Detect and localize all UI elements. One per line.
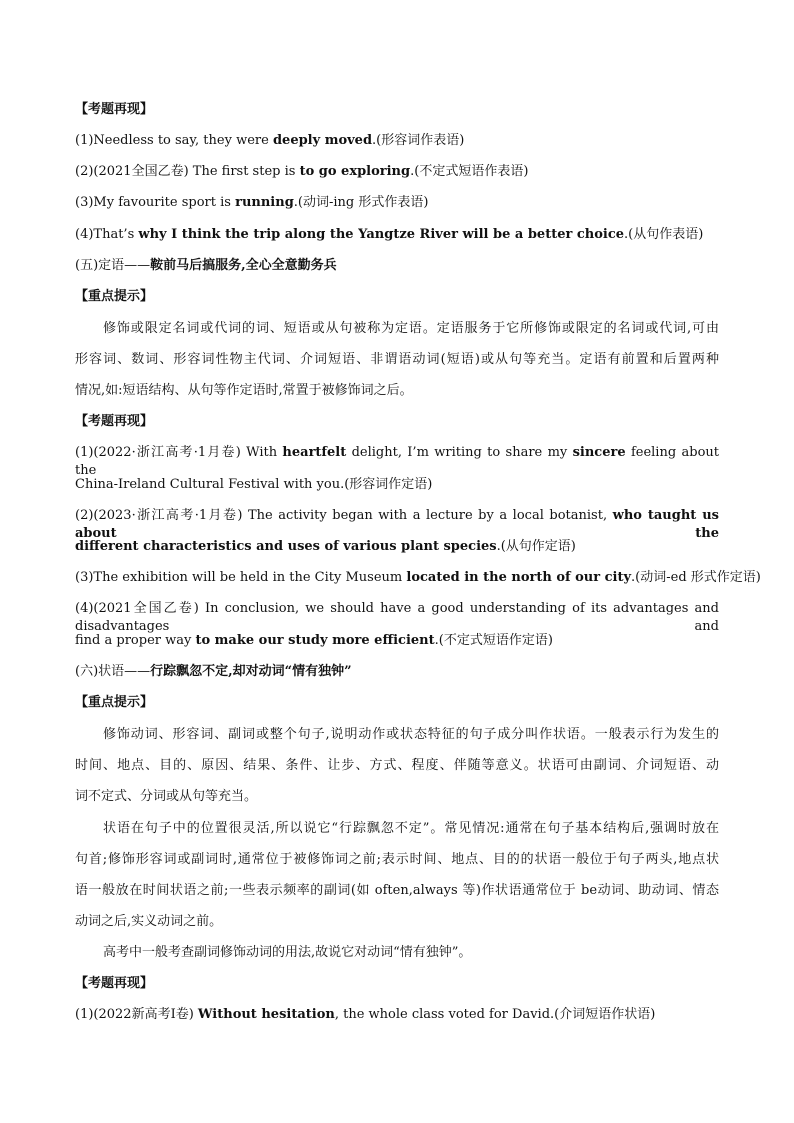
tip-paragraph-line: 高考中一般考查副词修饰动词的用法,故说它对动词“情有独钟”。 bbox=[103, 945, 472, 960]
tip-paragraph-line: 修饰动词、形容词、副词或整个句子,说明动作或状态特征的句子成分叫作状语。一般表示行为发生的 bbox=[103, 727, 719, 742]
tip-paragraph-line: 词不定式、分词或从句等充当。 bbox=[75, 789, 258, 804]
example-line-2-4: (4)(2021全国乙卷) In conclusion, we should have a good understanding of its advantages and disadvantages and bbox=[75, 601, 719, 634]
example-line-3-1: (1)(2022新高考Ⅰ卷) Without hesitation, the whole class voted for David.(介词短语作状语) bbox=[75, 1007, 656, 1022]
tip-paragraph-line: 时间、地点、目的、原因、结果、条件、让步、方式、程度、伴随等意义。状语可由副词、介词短语、动 bbox=[75, 758, 719, 773]
example-line-1-2: (2)(2021全国乙卷) The first step is to go exploring.(不定式短语作表语) bbox=[75, 164, 529, 179]
example-line-2-2-cont: different characteristics and uses of various plant species.(从句作定语) bbox=[75, 539, 576, 554]
exam-heading-1: 【考题再现】 bbox=[75, 102, 154, 117]
tip-paragraph-line: 句首;修饰形容词或副词时,通常位于被修饰词之前;表示时间、地点、目的的状语一般位于句子两头,地点状 bbox=[75, 852, 719, 867]
tip-paragraph-line: 修饰或限定名词或代词的词、短语或从句被称为定语。定语服务于它所修饰或限定的名词或代词,可由 bbox=[103, 321, 719, 336]
tip-paragraph-line: 动词之后,实义动词之前。 bbox=[75, 914, 223, 929]
exam-heading-3: 【考题再现】 bbox=[75, 976, 154, 991]
example-line-2-4-cont: find a proper way to make our study more efficient.(不定式短语作定语) bbox=[75, 633, 553, 648]
tip-heading-1: 【重点提示】 bbox=[75, 289, 154, 304]
example-line-2-1-cont: China-Ireland Cultural Festival with you.(形容词作定语) bbox=[75, 477, 433, 492]
example-line-1-3: (3)My favourite sport is running.(动词-ing 形式作表语) bbox=[75, 195, 429, 210]
example-line-2-1: (1)(2022·浙江高考·1月卷) With heartfelt delight, I’m writing to share my sincere feeling about the bbox=[75, 445, 719, 478]
tip-paragraph-line: 形容词、数词、形容词性物主代词、介词短语、非谓语动词(短语)或从句等充当。定语有前置和后置两种 bbox=[75, 352, 719, 367]
example-line-1-4: (4)That’s why I think the trip along the Yangtze River will be a better choice.(从句作表语) bbox=[75, 227, 704, 242]
tip-paragraph-line: 情况,如:短语结构、从句等作定语时,常置于被修饰词之后。 bbox=[75, 383, 413, 398]
tip-paragraph-line: 状语在句子中的位置很灵活,所以说它“行踪飘忽不定”。常见情况:通常在句子基本结构后,强调时放在 bbox=[103, 821, 719, 836]
exam-heading-2: 【考题再现】 bbox=[75, 414, 154, 429]
example-line-2-3: (3)The exhibition will be held in the City Museum located in the north of our city.(动词-ed 形式作定语) bbox=[75, 570, 761, 585]
example-line-2-2: (2)(2023·浙江高考·1月卷) The activity began with a lecture by a local botanist, who taught us about the bbox=[75, 508, 720, 541]
tip-paragraph-line: 语一般放在时间状语之前;一些表示频率的副词(如 often,always 等)作状语通常位于 be动词、助动词、情态 bbox=[75, 883, 719, 898]
example-line-1-1: (1)Needless to say, they were deeply moved.(形容词作表语) bbox=[75, 133, 465, 148]
section-title-adverbial: (六)状语——行踪飘忽不定,却对动词“情有独钟” bbox=[75, 664, 352, 679]
section-title-attributive: (五)定语——鞍前马后搞服务,全心全意勤务兵 bbox=[75, 258, 337, 273]
tip-heading-2: 【重点提示】 bbox=[75, 695, 154, 710]
